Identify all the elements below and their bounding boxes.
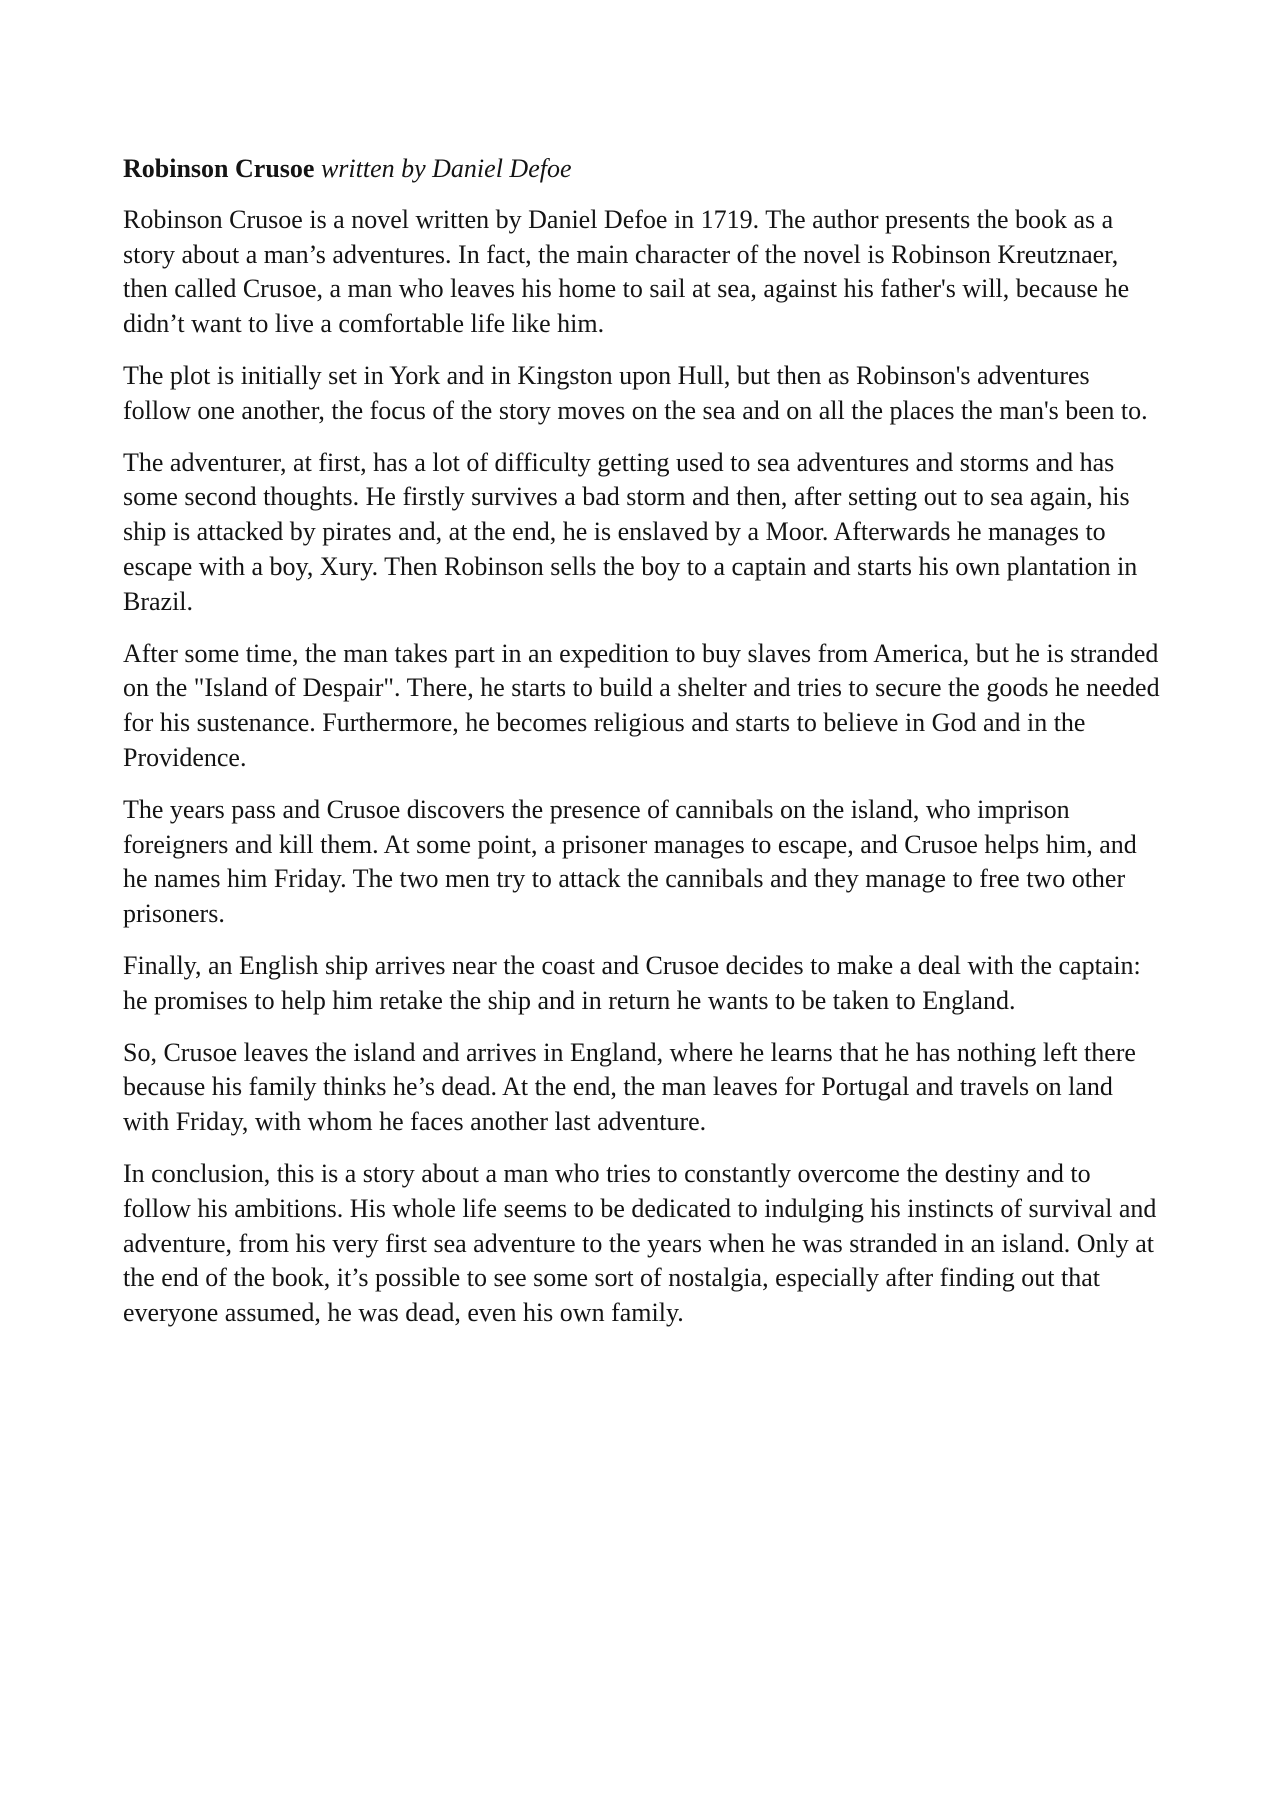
book-byline: written by Daniel Defoe xyxy=(320,154,572,183)
document-heading xyxy=(123,152,1163,187)
paragraph-conclusion: In conclusion, this is a story about a man who tries to constantly overcome the destiny and to follow his ambitions. His whole life seems to be dedicated to indulging his instincts of survival and adventure, from his very first sea adventure to the years when he was stranded in an island. Only at the end of the book, it’s possible to see some sort of nostalgia, especially after finding out that everyone assumed, he was dead, even his own family. xyxy=(123,1158,1157,1328)
paragraph-early-adventures: The adventurer, at first, has a lot of difficulty getting used to sea adventures and storms and has some second thoughts. He firstly survives a bad storm and then, after setting out to sea again, his ship is attacked by pirates and, at the end, he is enslaved by a Moor. Afterwards he manages to escape with a boy, Xury. Then Robinson sells the boy to a captain and starts his own plantation in Brazil. xyxy=(123,447,1138,616)
paragraph-setting: The plot is initially set in York and in Kingston upon Hull, but then as Robinson's adventures follow one another, the focus of the story moves on the sea and on all the places the man's been to. xyxy=(123,360,1148,425)
document-page xyxy=(123,152,1163,1348)
paragraph-intro: Robinson Crusoe is a novel written by Daniel Defoe in 1719. The author presents the book as a story about a man’s adventures. In fact, the main character of the novel is Robinson Kreutznaer, then called Crusoe, a man who leaves his home to sail at sea, against his father's will, because he didn’t want to live a comfortable life like him. xyxy=(123,204,1130,339)
paragraph-stranded: After some time, the man takes part in an expedition to buy slaves from America, but he is stranded on the "Island of Despair". There, he starts to build a shelter and tries to secure the goods he needed for his sustenance. Furthermore, he becomes religious and starts to believe in God and in the Providence. xyxy=(123,638,1160,772)
book-title: Robinson Crusoe xyxy=(123,154,315,183)
paragraph-return: So, Crusoe leaves the island and arrives in England, where he learns that he has nothing left there because his family thinks he’s dead. At the end, the man leaves for Portugal and travels on land with Friday, with whom he faces another last adventure. xyxy=(123,1037,1136,1137)
paragraph-english-ship: Finally, an English ship arrives near the coast and Crusoe decides to make a deal with the captain: he promises to help him retake the ship and in return he wants to be taken to England. xyxy=(123,950,1141,1015)
paragraph-cannibals: The years pass and Crusoe discovers the presence of cannibals on the island, who imprison foreigners and kill them. At some point, a prisoner manages to escape, and Crusoe helps him, and he names him Friday. The two men try to attack the cannibals and they manage to free two other prisoners. xyxy=(123,794,1137,929)
